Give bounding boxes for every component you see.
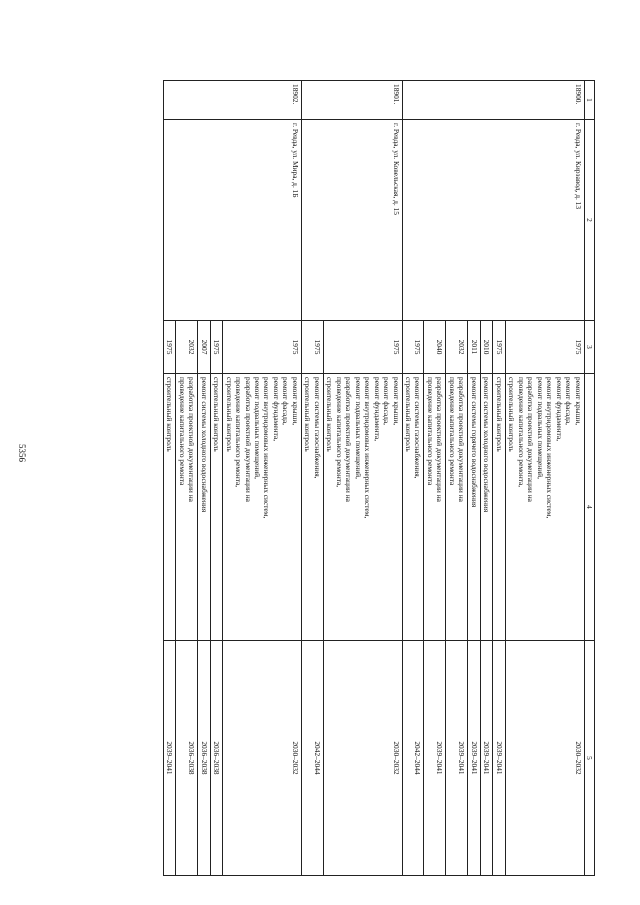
work-types-cell bbox=[210, 374, 222, 641]
work-type-line: ремонт фундамента, bbox=[271, 377, 281, 442]
work-type-line: разработка проектной документации на bbox=[457, 377, 467, 502]
work-types-cell bbox=[480, 374, 492, 641]
entry-number: 18902. bbox=[163, 81, 301, 120]
work-types-cell bbox=[505, 374, 584, 641]
header-col-2: 2 bbox=[584, 120, 594, 321]
work-type-line: строительный контроль bbox=[212, 377, 222, 452]
period-cell: 2039–2041 bbox=[468, 641, 480, 876]
work-type-line: ремонт крыши, bbox=[290, 377, 300, 426]
work-type-line: ремонт системы газоснабжения, bbox=[312, 377, 322, 479]
table-row bbox=[323, 81, 402, 876]
work-type-line: проведение капитального ремонта bbox=[447, 377, 457, 486]
period-cell: 2030–2032 bbox=[223, 641, 302, 876]
year-cell: 2007 bbox=[198, 321, 210, 374]
work-type-line: ремонт подвальных помещений, bbox=[535, 377, 545, 479]
work-types-cell bbox=[223, 374, 302, 641]
entry-address: г. Ревда, ул. Ковельская, д. 15 bbox=[301, 120, 402, 321]
header-row bbox=[584, 81, 594, 876]
work-type-line: ремонт внутридомовых инженерных систем, bbox=[545, 377, 555, 519]
period-cell: 2030–2032 bbox=[505, 641, 584, 876]
work-type-line: строительный контроль bbox=[404, 377, 414, 452]
work-types-cell bbox=[301, 374, 323, 641]
header-col-5: 5 bbox=[584, 641, 594, 876]
work-type-line: проведение капитального ремонта bbox=[177, 377, 187, 486]
work-type-line: разработка проектной документации на bbox=[526, 377, 536, 502]
entry-number: 18901. bbox=[301, 81, 402, 120]
year-cell: 2040 bbox=[424, 321, 446, 374]
year-cell: 1975 bbox=[223, 321, 302, 374]
year-cell: 1975 bbox=[323, 321, 402, 374]
header-col-1: 1 bbox=[584, 81, 594, 120]
work-types-cell bbox=[446, 374, 468, 641]
work-type-line: ремонт системы горячего водоснабжения bbox=[469, 377, 479, 508]
work-type-line: проведение капитального ремонта bbox=[425, 377, 435, 486]
period-cell: 2036–2038 bbox=[198, 641, 210, 876]
work-types-cell bbox=[493, 374, 505, 641]
work-type-line: строительный контроль bbox=[165, 377, 175, 452]
work-types-cell bbox=[402, 374, 424, 641]
work-type-line: разработка проектной документации на bbox=[344, 377, 354, 502]
period-cell: 2036–2038 bbox=[210, 641, 222, 876]
work-type-line: ремонт крыши, bbox=[573, 377, 583, 426]
work-types-cell bbox=[163, 374, 175, 641]
work-type-line: ремонт фундамента, bbox=[372, 377, 382, 442]
table-body bbox=[163, 81, 584, 876]
work-type-line: ремонт подвальных помещений, bbox=[353, 377, 363, 479]
table-row bbox=[505, 81, 584, 876]
period-cell: 2039–2041 bbox=[446, 641, 468, 876]
rotated-table-wrapper bbox=[85, 80, 595, 850]
work-types-cell bbox=[424, 374, 446, 641]
work-types-cell bbox=[198, 374, 210, 641]
work-type-line: ремонт системы холодного водоснабжения bbox=[199, 377, 209, 513]
work-types-cell bbox=[468, 374, 480, 641]
entry-number: 18900. bbox=[402, 81, 584, 120]
year-cell: 1975 bbox=[210, 321, 222, 374]
entry-address: г. Ревда, ул. Мира, д. 1Б bbox=[163, 120, 301, 321]
work-type-line: ремонт внутридомовых инженерных систем, bbox=[363, 377, 373, 519]
table-row bbox=[223, 81, 302, 876]
year-cell: 1975 bbox=[402, 321, 424, 374]
header-col-3: 3 bbox=[584, 321, 594, 374]
entry-address: г. Ревда, ул. Кирзавод, д. 13 bbox=[402, 120, 584, 321]
work-type-line: разработка проектной документации на bbox=[243, 377, 253, 502]
work-type-line: ремонт фасада, bbox=[281, 377, 291, 425]
period-cell: 2042–2044 bbox=[402, 641, 424, 876]
work-type-line: проведение капитального ремонта, bbox=[516, 377, 526, 488]
work-type-line: ремонт фасада, bbox=[564, 377, 574, 425]
work-type-line: проведение капитального ремонта, bbox=[234, 377, 244, 488]
work-type-line: ремонт системы газоснабжения, bbox=[413, 377, 423, 479]
work-type-line: строительный контроль bbox=[224, 377, 234, 452]
repair-schedule-table bbox=[163, 80, 595, 876]
year-cell: 2010 bbox=[480, 321, 492, 374]
header-col-4: 4 bbox=[584, 374, 594, 641]
period-cell: 2039–2041 bbox=[480, 641, 492, 876]
period-cell: 2030–2032 bbox=[323, 641, 402, 876]
work-type-line: проведение капитального ремонта, bbox=[334, 377, 344, 488]
year-cell: 1975 bbox=[493, 321, 505, 374]
work-type-line: строительный контроль bbox=[507, 377, 517, 452]
year-cell: 2011 bbox=[468, 321, 480, 374]
year-cell: 1975 bbox=[163, 321, 175, 374]
work-type-line: ремонт внутридомовых инженерных систем, bbox=[262, 377, 272, 519]
work-types-cell bbox=[176, 374, 198, 641]
work-type-line: ремонт системы холодного водоснабжения bbox=[482, 377, 492, 513]
period-cell: 2036–2038 bbox=[176, 641, 198, 876]
period-cell: 2039–2041 bbox=[493, 641, 505, 876]
work-type-line: строительный контроль bbox=[325, 377, 335, 452]
work-type-line: строительный контроль bbox=[494, 377, 504, 452]
work-type-line: строительный контроль bbox=[303, 377, 313, 452]
period-cell: 2042–2044 bbox=[301, 641, 323, 876]
year-cell: 1975 bbox=[301, 321, 323, 374]
year-cell: 2032 bbox=[176, 321, 198, 374]
year-cell: 2032 bbox=[446, 321, 468, 374]
work-types-cell bbox=[323, 374, 402, 641]
work-type-line: ремонт фасада, bbox=[382, 377, 392, 425]
work-type-line: ремонт подвальных помещений, bbox=[253, 377, 262, 479]
work-type-line: ремонт крыши, bbox=[391, 377, 401, 426]
page-number: 5356 bbox=[17, 444, 27, 462]
period-cell: 2039–2041 bbox=[163, 641, 175, 876]
year-cell: 1975 bbox=[505, 321, 584, 374]
work-type-line: разработка проектной документации на bbox=[187, 377, 197, 502]
work-type-line: разработка проектной документации на bbox=[435, 377, 445, 502]
period-cell: 2039–2041 bbox=[424, 641, 446, 876]
work-type-line: ремонт фундамента, bbox=[554, 377, 564, 442]
